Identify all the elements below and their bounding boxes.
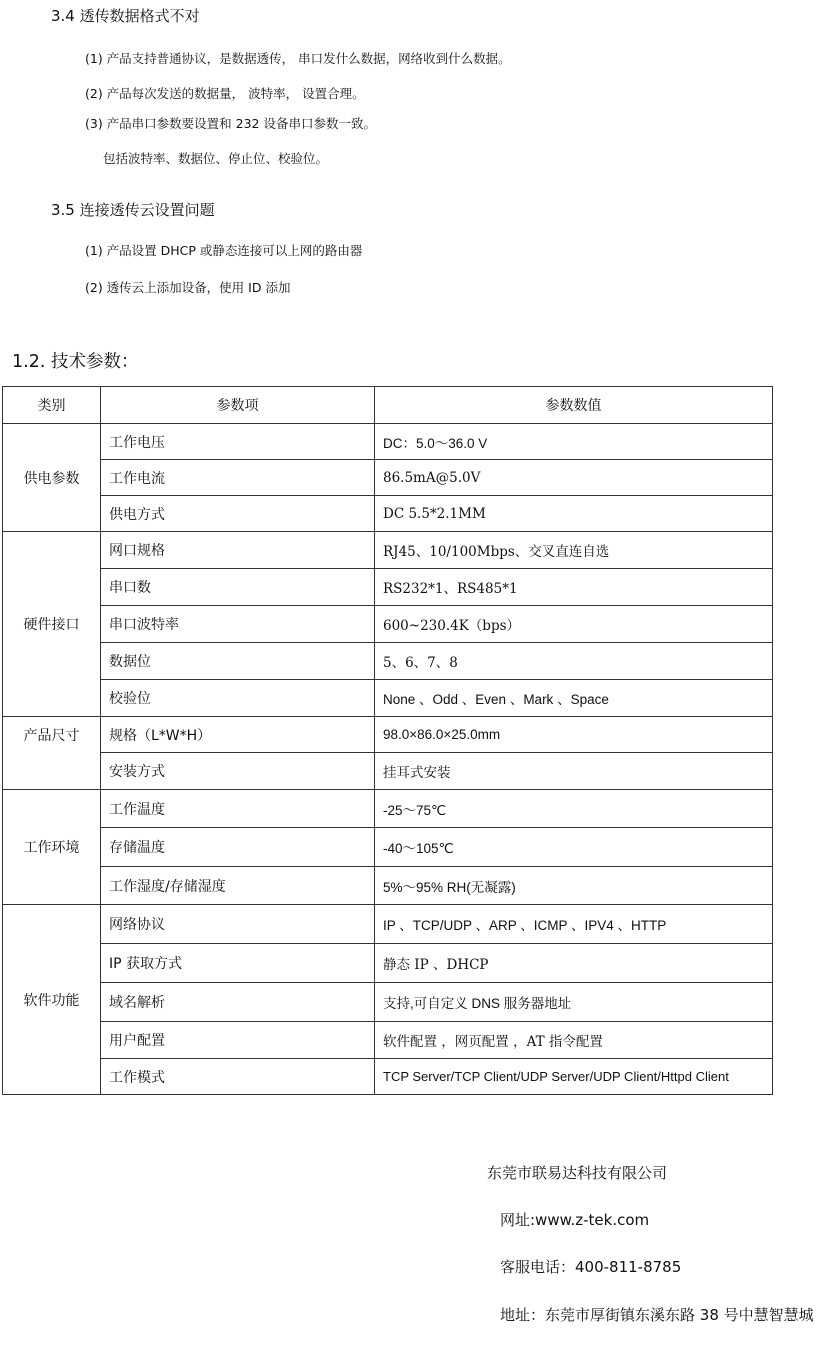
value-cell: TCP Server/TCP Client/UDP Server/UDP Client/Httpd Client (375, 1059, 773, 1095)
category-software: 软件功能 (3, 905, 101, 1095)
table-row (3, 680, 773, 717)
col-header-value: 参数数值 (375, 387, 773, 424)
table-row (3, 1022, 773, 1059)
param-cell: 规格（L*W*H） (101, 717, 375, 753)
value-cell: 静态 IP 、DHCP (375, 944, 773, 983)
section-3-4-item-3: (3) 产品串口参数要设置和 232 设备串口参数一致。 (85, 116, 376, 131)
table-row (3, 532, 773, 569)
table-row (3, 643, 773, 680)
value-cell: None 、Odd 、Even 、Mark 、Space (375, 680, 773, 717)
value-cell: -25～75℃ (375, 790, 773, 828)
table-row (3, 867, 773, 905)
table-row (3, 606, 773, 643)
value-cell: RS232*1、RS485*1 (375, 569, 773, 606)
value-cell: DC 5.5*2.1MM (375, 496, 773, 532)
table-row (3, 717, 773, 753)
value-cell: IP 、TCP/UDP 、ARP 、ICMP 、IPV4 、HTTP (375, 905, 773, 944)
table-header-row (3, 387, 773, 424)
param-cell: 供电方式 (101, 496, 375, 532)
param-cell: 域名解析 (101, 983, 375, 1022)
param-cell: 网络协议 (101, 905, 375, 944)
value-cell: 86.5mA@5.0V (375, 460, 773, 496)
param-cell: 安装方式 (101, 753, 375, 790)
tech-params-heading: 1.2. 技术参数： (12, 352, 139, 372)
section-3-4-item-1: (1) 产品支持普通协议，是数据透传， 串口发什么数据，网络收到什么数据。 (85, 51, 511, 66)
section-3-4-note: 包括波特率、数据位、停止位、校验位。 (103, 151, 329, 166)
param-cell: IP 获取方式 (101, 944, 375, 983)
value-cell: 支持,可自定义 DNS 服务器地址 (375, 983, 773, 1022)
param-cell: 网口规格 (101, 532, 375, 569)
col-header-category: 类别 (3, 387, 101, 424)
table-row (3, 983, 773, 1022)
param-cell: 工作电压 (101, 424, 375, 460)
param-cell: 工作温度 (101, 790, 375, 828)
company-name: 东莞市联易达科技有限公司 (487, 1164, 668, 1182)
address: 地址：东莞市厚街镇东溪东路 38 号中慧智慧城 (500, 1306, 814, 1324)
category-environment: 工作环境 (3, 790, 101, 905)
tech-params-table (2, 386, 773, 1095)
value-cell: 5、6、7、8 (375, 643, 773, 680)
param-cell: 存储温度 (101, 828, 375, 867)
section-3-4-item-2: (2) 产品每次发送的数据量， 波特率， 设置合理。 (85, 86, 365, 101)
table-row (3, 905, 773, 944)
table-row (3, 790, 773, 828)
category-power: 供电参数 (3, 424, 101, 532)
param-cell: 工作电流 (101, 460, 375, 496)
param-cell: 用户配置 (101, 1022, 375, 1059)
param-cell: 校验位 (101, 680, 375, 717)
table-row (3, 753, 773, 790)
section-3-5-title: 3.5 连接透传云设置问题 (51, 201, 215, 219)
value-cell: 98.0×86.0×25.0mm (375, 717, 773, 753)
table-row (3, 828, 773, 867)
section-3-4-title: 3.4 透传数据格式不对 (51, 7, 200, 25)
value-cell: DC：5.0～36.0 V (375, 424, 773, 460)
value-cell: 软件配置 ，网页配置 ，AT 指令配置 (375, 1022, 773, 1059)
param-cell: 工作模式 (101, 1059, 375, 1095)
col-header-param: 参数项 (101, 387, 375, 424)
table-row (3, 944, 773, 983)
param-cell: 串口数 (101, 569, 375, 606)
category-hardware: 硬件接口 (3, 532, 101, 717)
table-row (3, 460, 773, 496)
website: 网址:www.z-tek.com (500, 1211, 650, 1229)
section-3-5-item-1: (1) 产品设置 DHCP 或静态连接可以上网的路由器 (85, 243, 363, 258)
value-cell: RJ45、10/100Mbps、交叉直连自选 (375, 532, 773, 569)
value-cell: -40～105℃ (375, 828, 773, 867)
param-cell: 工作湿度/存储湿度 (101, 867, 375, 905)
table-row (3, 496, 773, 532)
param-cell: 数据位 (101, 643, 375, 680)
value-cell: 600~230.4K（bps） (375, 606, 773, 643)
value-cell: 挂耳式安装 (375, 753, 773, 790)
value-cell: 5%～95% RH(无凝露) (375, 867, 773, 905)
table-row (3, 424, 773, 460)
table-row (3, 569, 773, 606)
service-phone: 客服电话：400-811-8785 (500, 1258, 682, 1276)
param-cell: 串口波特率 (101, 606, 375, 643)
category-size: 产品尺寸 (3, 717, 101, 790)
table-row (3, 1059, 773, 1095)
section-3-5-item-2: (2) 透传云上添加设备，使用 ID 添加 (85, 280, 291, 295)
